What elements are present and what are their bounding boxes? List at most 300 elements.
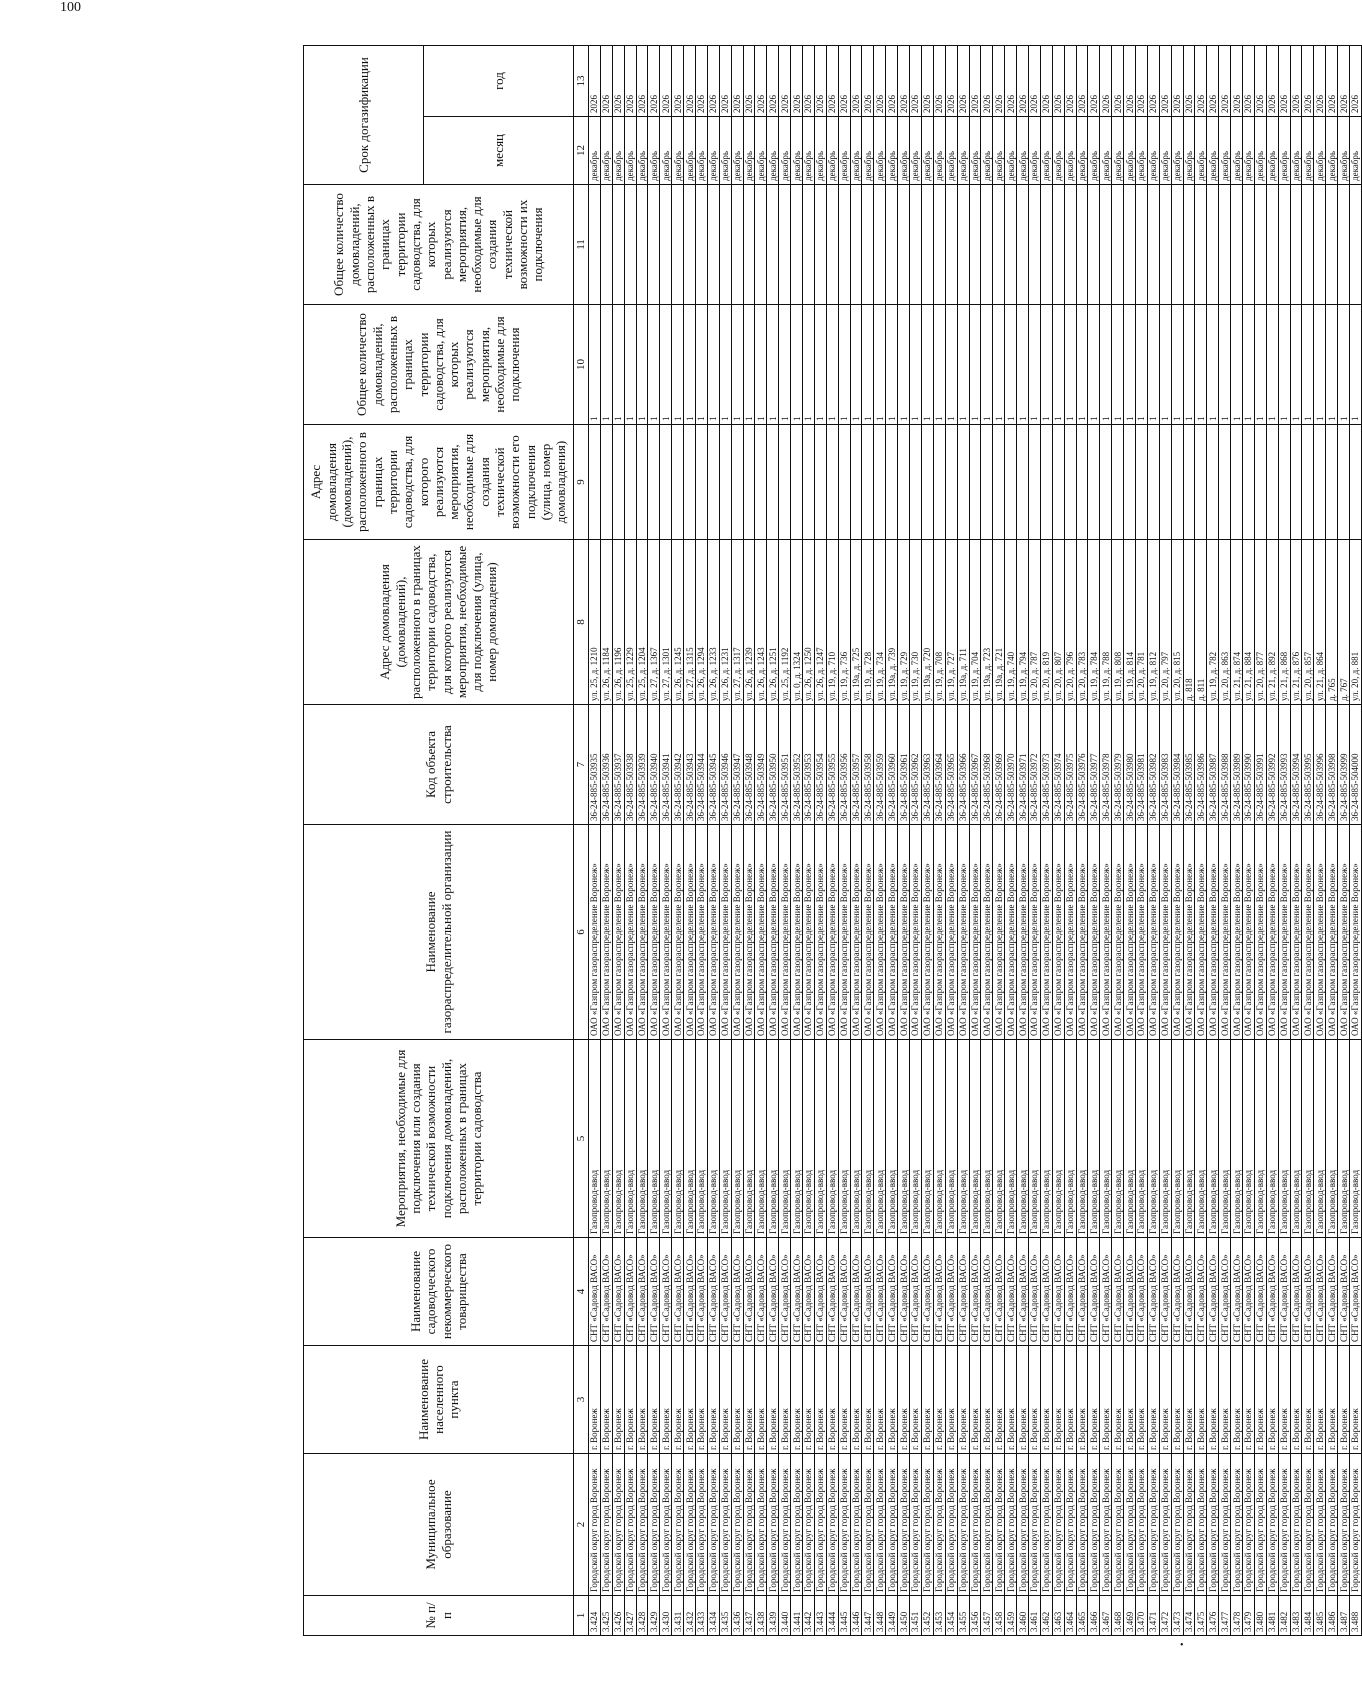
row-month: декабрь bbox=[1350, 117, 1362, 185]
col-number: 1 bbox=[574, 1596, 589, 1636]
row-count-connection: 1 bbox=[1088, 305, 1100, 425]
row-address-technical bbox=[945, 425, 957, 540]
row-code: 36-24-885-503954 bbox=[814, 705, 826, 825]
row-month: декабрь bbox=[1171, 117, 1183, 185]
header-settlement: Наименование населенного пункта bbox=[304, 1346, 574, 1454]
row-month: декабрь bbox=[672, 117, 684, 185]
table-row bbox=[684, 46, 696, 1636]
row-year: 2026 bbox=[767, 46, 779, 117]
row-measure: Газопровод-ввод bbox=[1159, 1040, 1171, 1238]
row-address: ул. 20, д. 815 bbox=[1171, 540, 1183, 705]
row-snt: СНТ «Садовод ВАСО» bbox=[660, 1238, 672, 1346]
row-count-connection: 1 bbox=[1052, 305, 1064, 425]
row-snt: СНТ «Садовод ВАСО» bbox=[1171, 1238, 1183, 1346]
row-code: 36-24-885-503942 bbox=[672, 705, 684, 825]
row-settlement: г. Воронеж bbox=[910, 1346, 922, 1454]
row-measure: Газопровод-ввод bbox=[1254, 1040, 1266, 1238]
row-address: ул. 25, д. 1204 bbox=[636, 540, 648, 705]
row-code: 36-24-885-503938 bbox=[624, 705, 636, 825]
row-measure: Газопровод-ввод bbox=[957, 1040, 969, 1238]
row-count-technical bbox=[1124, 185, 1136, 305]
row-org: ОАО «Газпром газораспределение Воронеж» bbox=[672, 825, 684, 1040]
row-year: 2026 bbox=[589, 46, 601, 117]
table-row bbox=[981, 46, 993, 1636]
row-org: ОАО «Газпром газораспределение Воронеж» bbox=[1171, 825, 1183, 1040]
row-number: 3.475 bbox=[1195, 1596, 1207, 1636]
row-measure: Газопровод-ввод bbox=[1195, 1040, 1207, 1238]
header-snt: Наименование садоводческого некоммерческого товарищества bbox=[304, 1238, 574, 1346]
row-month: декабрь bbox=[1076, 117, 1088, 185]
row-code: 36-24-885-503956 bbox=[838, 705, 850, 825]
row-count-connection: 1 bbox=[636, 305, 648, 425]
row-count-connection: 1 bbox=[1135, 305, 1147, 425]
row-number: 3.485 bbox=[1314, 1596, 1326, 1636]
row-count-connection: 1 bbox=[814, 305, 826, 425]
row-org: ОАО «Газпром газораспределение Воронеж» bbox=[1266, 825, 1278, 1040]
row-address-technical bbox=[1088, 425, 1100, 540]
row-measure: Газопровод-ввод bbox=[1076, 1040, 1088, 1238]
row-count-technical bbox=[636, 185, 648, 305]
row-count-connection: 1 bbox=[1338, 305, 1350, 425]
row-count-technical bbox=[814, 185, 826, 305]
row-number: 3.453 bbox=[933, 1596, 945, 1636]
row-number: 3.469 bbox=[1124, 1596, 1136, 1636]
row-settlement: г. Воронеж bbox=[755, 1346, 767, 1454]
row-number: 3.447 bbox=[862, 1596, 874, 1636]
row-snt: СНТ «Садовод ВАСО» bbox=[850, 1238, 862, 1346]
row-code: 36-24-885-503985 bbox=[1183, 705, 1195, 825]
row-org: ОАО «Газпром газораспределение Воронеж» bbox=[1207, 825, 1219, 1040]
row-month: декабрь bbox=[1254, 117, 1266, 185]
row-measure: Газопровод-ввод bbox=[1183, 1040, 1195, 1238]
row-measure: Газопровод-ввод bbox=[600, 1040, 612, 1238]
row-address: ул. 20, д. 781 bbox=[1135, 540, 1147, 705]
row-snt: СНТ «Садовод ВАСО» bbox=[874, 1238, 886, 1346]
row-count-connection: 1 bbox=[1290, 305, 1302, 425]
row-snt: СНТ «Садовод ВАСО» bbox=[1242, 1238, 1254, 1346]
table-row bbox=[1314, 46, 1326, 1636]
row-count-technical bbox=[1112, 185, 1124, 305]
row-address-technical bbox=[898, 425, 910, 540]
row-address-technical bbox=[1147, 425, 1159, 540]
row-year: 2026 bbox=[1290, 46, 1302, 117]
row-month: декабрь bbox=[957, 117, 969, 185]
row-number: 3.463 bbox=[1052, 1596, 1064, 1636]
row-snt: СНТ «Садовод ВАСО» bbox=[1028, 1238, 1040, 1346]
row-municipality: Городской округ город Воронеж bbox=[1266, 1454, 1278, 1596]
row-municipality: Городской округ город Воронеж bbox=[1290, 1454, 1302, 1596]
row-year: 2026 bbox=[993, 46, 1005, 117]
row-settlement: г. Воронеж bbox=[838, 1346, 850, 1454]
row-count-connection: 1 bbox=[624, 305, 636, 425]
row-address: ул. 0, д. 1324 bbox=[791, 540, 803, 705]
row-year: 2026 bbox=[707, 46, 719, 117]
row-municipality: Городской округ город Воронеж bbox=[1124, 1454, 1136, 1596]
row-settlement: г. Воронеж bbox=[1112, 1346, 1124, 1454]
row-snt: СНТ «Садовод ВАСО» bbox=[1088, 1238, 1100, 1346]
row-org: ОАО «Газпром газораспределение Воронеж» bbox=[707, 825, 719, 1040]
row-snt: СНТ «Садовод ВАСО» bbox=[993, 1238, 1005, 1346]
row-snt: СНТ «Садовод ВАСО» bbox=[1326, 1238, 1338, 1346]
header-address-technical: Адрес домовладения (домовладений), расположенного в границах территории садоводства, для которого реализуются мероприятия, необходимые для создания технической возможности его подключения (улица, номер домовладения) bbox=[304, 425, 574, 540]
row-code: 36-24-885-503952 bbox=[791, 705, 803, 825]
row-settlement: г. Воронеж bbox=[1242, 1346, 1254, 1454]
row-month: декабрь bbox=[1005, 117, 1017, 185]
row-year: 2026 bbox=[1302, 46, 1314, 117]
row-org: ОАО «Газпром газораспределение Воронеж» bbox=[874, 825, 886, 1040]
row-code: 36-24-885-503969 bbox=[993, 705, 1005, 825]
row-count-technical bbox=[612, 185, 624, 305]
row-org: ОАО «Газпром газораспределение Воронеж» bbox=[636, 825, 648, 1040]
row-measure: Газопровод-ввод bbox=[779, 1040, 791, 1238]
row-year: 2026 bbox=[779, 46, 791, 117]
row-year: 2026 bbox=[886, 46, 898, 117]
row-measure: Газопровод-ввод bbox=[624, 1040, 636, 1238]
row-address-technical bbox=[1314, 425, 1326, 540]
row-org: ОАО «Газпром газораспределение Воронеж» bbox=[862, 825, 874, 1040]
header-count-technical: Общее количество домовладений, расположенных в границах территории садоводства, для которых реализуются мероприятия, необходимые для создания технической возможности их подключения bbox=[304, 185, 574, 305]
row-code: 36-24-885-503963 bbox=[921, 705, 933, 825]
row-snt: СНТ «Садовод ВАСО» bbox=[1231, 1238, 1243, 1346]
row-org: ОАО «Газпром газораспределение Воронеж» bbox=[1326, 825, 1338, 1040]
row-year: 2026 bbox=[862, 46, 874, 117]
row-code: 36-24-885-503973 bbox=[1040, 705, 1052, 825]
row-measure: Газопровод-ввод bbox=[636, 1040, 648, 1238]
row-address-technical bbox=[1040, 425, 1052, 540]
row-address: ул. 26, д. 1196 bbox=[612, 540, 624, 705]
row-address: ул. 19, д. 704 bbox=[969, 540, 981, 705]
row-address: ул. 27, д. 1367 bbox=[648, 540, 660, 705]
row-address: ул. 21, д. 864 bbox=[1314, 540, 1326, 705]
row-address: ул. 20, д. 807 bbox=[1052, 540, 1064, 705]
row-measure: Газопровод-ввод bbox=[1124, 1040, 1136, 1238]
row-count-technical bbox=[1100, 185, 1112, 305]
row-org: ОАО «Газпром газораспределение Воронеж» bbox=[1017, 825, 1029, 1040]
row-snt: СНТ «Садовод ВАСО» bbox=[791, 1238, 803, 1346]
row-year: 2026 bbox=[1314, 46, 1326, 117]
row-municipality: Городской округ город Воронеж bbox=[767, 1454, 779, 1596]
row-address-technical bbox=[624, 425, 636, 540]
row-snt: СНТ «Садовод ВАСО» bbox=[814, 1238, 826, 1346]
row-address-technical bbox=[767, 425, 779, 540]
row-number: 3.476 bbox=[1207, 1596, 1219, 1636]
table-row bbox=[1112, 46, 1124, 1636]
row-year: 2026 bbox=[743, 46, 755, 117]
row-snt: СНТ «Садовод ВАСО» bbox=[1135, 1238, 1147, 1346]
row-settlement: г. Воронеж bbox=[719, 1346, 731, 1454]
row-measure: Газопровод-ввод bbox=[707, 1040, 719, 1238]
row-measure: Газопровод-ввод bbox=[1052, 1040, 1064, 1238]
row-count-technical bbox=[1242, 185, 1254, 305]
row-municipality: Городской округ город Воронеж bbox=[1052, 1454, 1064, 1596]
row-snt: СНТ «Садовод ВАСО» bbox=[1124, 1238, 1136, 1346]
row-count-connection: 1 bbox=[767, 305, 779, 425]
row-snt: СНТ «Садовод ВАСО» bbox=[1278, 1238, 1290, 1346]
rotated-table-container bbox=[303, 46, 1362, 1636]
col-number: 2 bbox=[574, 1454, 589, 1596]
row-code: 36-24-885-503996 bbox=[1314, 705, 1326, 825]
row-measure: Газопровод-ввод bbox=[696, 1040, 708, 1238]
row-measure: Газопровод-ввод bbox=[933, 1040, 945, 1238]
row-count-technical bbox=[1326, 185, 1338, 305]
row-month: декабрь bbox=[850, 117, 862, 185]
row-year: 2026 bbox=[814, 46, 826, 117]
row-settlement: г. Воронеж bbox=[1231, 1346, 1243, 1454]
row-snt: СНТ «Садовод ВАСО» bbox=[1005, 1238, 1017, 1346]
row-count-connection: 1 bbox=[969, 305, 981, 425]
row-code: 36-24-885-503939 bbox=[636, 705, 648, 825]
row-snt: СНТ «Садовод ВАСО» bbox=[767, 1238, 779, 1346]
row-municipality: Городской округ город Воронеж bbox=[1171, 1454, 1183, 1596]
row-year: 2026 bbox=[791, 46, 803, 117]
row-org: ОАО «Газпром газораспределение Воронеж» bbox=[957, 825, 969, 1040]
row-municipality: Городской округ город Воронеж bbox=[886, 1454, 898, 1596]
row-municipality: Городской округ город Воронеж bbox=[1219, 1454, 1231, 1596]
row-org: ОАО «Газпром газораспределение Воронеж» bbox=[1302, 825, 1314, 1040]
row-settlement: г. Воронеж bbox=[1124, 1346, 1136, 1454]
table-row bbox=[921, 46, 933, 1636]
row-address: ул. 27, д. 1301 bbox=[660, 540, 672, 705]
row-org: ОАО «Газпром газораспределение Воронеж» bbox=[933, 825, 945, 1040]
row-year: 2026 bbox=[850, 46, 862, 117]
row-address-technical bbox=[1028, 425, 1040, 540]
row-year: 2026 bbox=[874, 46, 886, 117]
row-number: 3.426 bbox=[612, 1596, 624, 1636]
row-number: 3.446 bbox=[850, 1596, 862, 1636]
row-municipality: Городской округ город Воронеж bbox=[1195, 1454, 1207, 1596]
gasification-table bbox=[303, 45, 1362, 1636]
row-measure: Газопровод-ввод bbox=[1314, 1040, 1326, 1238]
row-municipality: Городской округ город Воронеж bbox=[814, 1454, 826, 1596]
row-measure: Газопровод-ввод bbox=[921, 1040, 933, 1238]
row-address: ул. 19а, д. 725 bbox=[850, 540, 862, 705]
row-address-technical bbox=[707, 425, 719, 540]
row-count-connection: 1 bbox=[1231, 305, 1243, 425]
row-address-technical bbox=[1195, 425, 1207, 540]
row-month: декабрь bbox=[743, 117, 755, 185]
row-org: ОАО «Газпром газораспределение Воронеж» bbox=[660, 825, 672, 1040]
row-snt: СНТ «Садовод ВАСО» bbox=[624, 1238, 636, 1346]
col-number: 3 bbox=[574, 1346, 589, 1454]
table-row bbox=[1017, 46, 1029, 1636]
row-municipality: Городской округ город Воронеж bbox=[1231, 1454, 1243, 1596]
row-municipality: Городской округ город Воронеж bbox=[612, 1454, 624, 1596]
row-address-technical bbox=[814, 425, 826, 540]
row-count-connection: 1 bbox=[1100, 305, 1112, 425]
row-org: ОАО «Газпром газораспределение Воронеж» bbox=[993, 825, 1005, 1040]
row-settlement: г. Воронеж bbox=[731, 1346, 743, 1454]
table-row bbox=[696, 46, 708, 1636]
col-number: 7 bbox=[574, 705, 589, 825]
row-settlement: г. Воронеж bbox=[1350, 1346, 1362, 1454]
row-settlement: г. Воронеж bbox=[981, 1346, 993, 1454]
row-address: ул. 19, д. 710 bbox=[826, 540, 838, 705]
row-number: 3.427 bbox=[624, 1596, 636, 1636]
row-month: декабрь bbox=[1278, 117, 1290, 185]
row-municipality: Городской округ город Воронеж bbox=[969, 1454, 981, 1596]
row-municipality: Городской округ город Воронеж bbox=[826, 1454, 838, 1596]
row-code: 36-24-885-503979 bbox=[1112, 705, 1124, 825]
row-municipality: Городской округ город Воронеж bbox=[981, 1454, 993, 1596]
row-number: 3.488 bbox=[1350, 1596, 1362, 1636]
row-month: декабрь bbox=[898, 117, 910, 185]
row-count-technical bbox=[1195, 185, 1207, 305]
table-row bbox=[826, 46, 838, 1636]
col-number: 6 bbox=[574, 825, 589, 1040]
row-year: 2026 bbox=[684, 46, 696, 117]
row-number: 3.449 bbox=[886, 1596, 898, 1636]
row-count-technical bbox=[767, 185, 779, 305]
row-number: 3.474 bbox=[1183, 1596, 1195, 1636]
row-settlement: г. Воронеж bbox=[1135, 1346, 1147, 1454]
row-municipality: Городской округ город Воронеж bbox=[1254, 1454, 1266, 1596]
col-number: 8 bbox=[574, 540, 589, 705]
row-settlement: г. Воронеж bbox=[1040, 1346, 1052, 1454]
row-month: декабрь bbox=[767, 117, 779, 185]
row-number: 3.468 bbox=[1112, 1596, 1124, 1636]
row-measure: Газопровод-ввод bbox=[826, 1040, 838, 1238]
row-snt: СНТ «Садовод ВАСО» bbox=[589, 1238, 601, 1346]
table-row bbox=[1183, 46, 1195, 1636]
row-municipality: Городской округ город Воронеж bbox=[743, 1454, 755, 1596]
row-municipality: Городской округ город Воронеж bbox=[696, 1454, 708, 1596]
row-count-connection: 1 bbox=[1159, 305, 1171, 425]
row-org: ОАО «Газпром газораспределение Воронеж» bbox=[1076, 825, 1088, 1040]
row-code: 36-24-885-503987 bbox=[1207, 705, 1219, 825]
row-org: ОАО «Газпром газораспределение Воронеж» bbox=[886, 825, 898, 1040]
header-code: Код объекта строительства bbox=[304, 705, 574, 825]
row-number: 3.471 bbox=[1147, 1596, 1159, 1636]
row-municipality: Городской округ город Воронеж bbox=[1159, 1454, 1171, 1596]
row-code: 36-24-885-503974 bbox=[1052, 705, 1064, 825]
row-number: 3.484 bbox=[1302, 1596, 1314, 1636]
row-snt: СНТ «Садовод ВАСО» bbox=[1266, 1238, 1278, 1346]
col-number: 4 bbox=[574, 1238, 589, 1346]
row-count-connection: 1 bbox=[1112, 305, 1124, 425]
row-code: 36-24-885-503984 bbox=[1171, 705, 1183, 825]
row-number: 3.445 bbox=[838, 1596, 850, 1636]
row-municipality: Городской округ город Воронеж bbox=[1350, 1454, 1362, 1596]
row-year: 2026 bbox=[612, 46, 624, 117]
row-settlement: г. Воронеж bbox=[803, 1346, 815, 1454]
row-snt: СНТ «Садовод ВАСО» bbox=[945, 1238, 957, 1346]
row-measure: Газопровод-ввод bbox=[589, 1040, 601, 1238]
row-address: ул. 20, д. 796 bbox=[1064, 540, 1076, 705]
table-row bbox=[1052, 46, 1064, 1636]
row-settlement: г. Воронеж bbox=[945, 1346, 957, 1454]
row-measure: Газопровод-ввод bbox=[612, 1040, 624, 1238]
table-row bbox=[600, 46, 612, 1636]
row-address-technical bbox=[1100, 425, 1112, 540]
row-address-technical bbox=[1290, 425, 1302, 540]
row-settlement: г. Воронеж bbox=[874, 1346, 886, 1454]
row-year: 2026 bbox=[1326, 46, 1338, 117]
row-address-technical bbox=[1171, 425, 1183, 540]
row-code: 36-24-885-503945 bbox=[707, 705, 719, 825]
row-year: 2026 bbox=[1017, 46, 1029, 117]
row-count-connection: 1 bbox=[957, 305, 969, 425]
row-address: ул. 25, д. 1192 bbox=[779, 540, 791, 705]
row-settlement: г. Воронеж bbox=[1159, 1346, 1171, 1454]
row-code: 36-24-885-503986 bbox=[1195, 705, 1207, 825]
row-number: 3.450 bbox=[898, 1596, 910, 1636]
row-month: декабрь bbox=[1219, 117, 1231, 185]
row-settlement: г. Воронеж bbox=[1254, 1346, 1266, 1454]
row-number: 3.434 bbox=[707, 1596, 719, 1636]
row-snt: СНТ «Садовод ВАСО» bbox=[1064, 1238, 1076, 1346]
row-org: ОАО «Газпром газораспределение Воронеж» bbox=[1350, 825, 1362, 1040]
row-count-technical bbox=[600, 185, 612, 305]
row-count-connection: 1 bbox=[589, 305, 601, 425]
row-measure: Газопровод-ввод bbox=[1338, 1040, 1350, 1238]
table-row bbox=[862, 46, 874, 1636]
row-year: 2026 bbox=[1278, 46, 1290, 117]
row-org: ОАО «Газпром газораспределение Воронеж» bbox=[898, 825, 910, 1040]
row-month: декабрь bbox=[969, 117, 981, 185]
table-row bbox=[1100, 46, 1112, 1636]
row-org: ОАО «Газпром газораспределение Воронеж» bbox=[969, 825, 981, 1040]
row-month: декабрь bbox=[945, 117, 957, 185]
table-row bbox=[791, 46, 803, 1636]
row-code: 36-24-885-503962 bbox=[910, 705, 922, 825]
row-count-technical bbox=[1005, 185, 1017, 305]
row-address: д. 767 bbox=[1338, 540, 1350, 705]
row-count-technical bbox=[1207, 185, 1219, 305]
row-org: ОАО «Газпром газораспределение Воронеж» bbox=[1338, 825, 1350, 1040]
row-org: ОАО «Газпром газораспределение Воронеж» bbox=[1159, 825, 1171, 1040]
row-count-technical bbox=[755, 185, 767, 305]
row-count-technical bbox=[850, 185, 862, 305]
row-measure: Газопровод-ввод bbox=[1219, 1040, 1231, 1238]
row-address: ул. 19а, д. 721 bbox=[993, 540, 1005, 705]
row-snt: СНТ «Садовод ВАСО» bbox=[672, 1238, 684, 1346]
row-measure: Газопровод-ввод bbox=[1326, 1040, 1338, 1238]
row-measure: Газопровод-ввод bbox=[1266, 1040, 1278, 1238]
row-count-connection: 1 bbox=[803, 305, 815, 425]
row-address-technical bbox=[743, 425, 755, 540]
row-address-technical bbox=[1338, 425, 1350, 540]
row-org: ОАО «Газпром газораспределение Воронеж» bbox=[1147, 825, 1159, 1040]
row-address-technical bbox=[981, 425, 993, 540]
row-code: 36-24-885-503978 bbox=[1100, 705, 1112, 825]
row-address-technical bbox=[589, 425, 601, 540]
row-year: 2026 bbox=[1231, 46, 1243, 117]
row-settlement: г. Воронеж bbox=[767, 1346, 779, 1454]
col-number: 9 bbox=[574, 425, 589, 540]
table-row bbox=[1254, 46, 1266, 1636]
row-count-connection: 1 bbox=[1147, 305, 1159, 425]
row-number: 3.467 bbox=[1100, 1596, 1112, 1636]
row-settlement: г. Воронеж bbox=[1088, 1346, 1100, 1454]
table-row bbox=[612, 46, 624, 1636]
row-month: декабрь bbox=[1183, 117, 1195, 185]
row-settlement: г. Воронеж bbox=[791, 1346, 803, 1454]
row-year: 2026 bbox=[1005, 46, 1017, 117]
row-settlement: г. Воронеж bbox=[1171, 1346, 1183, 1454]
row-measure: Газопровод-ввод bbox=[1302, 1040, 1314, 1238]
row-address-technical bbox=[862, 425, 874, 540]
row-measure: Газопровод-ввод bbox=[838, 1040, 850, 1238]
row-measure: Газопровод-ввод bbox=[1064, 1040, 1076, 1238]
row-number: 3.456 bbox=[969, 1596, 981, 1636]
row-municipality: Городской округ город Воронеж bbox=[684, 1454, 696, 1596]
row-municipality: Городской округ город Воронеж bbox=[874, 1454, 886, 1596]
row-count-technical bbox=[1278, 185, 1290, 305]
row-code: 36-24-885-503944 bbox=[696, 705, 708, 825]
row-snt: СНТ «Садовод ВАСО» bbox=[898, 1238, 910, 1346]
row-address-technical bbox=[993, 425, 1005, 540]
row-snt: СНТ «Садовод ВАСО» bbox=[1052, 1238, 1064, 1346]
